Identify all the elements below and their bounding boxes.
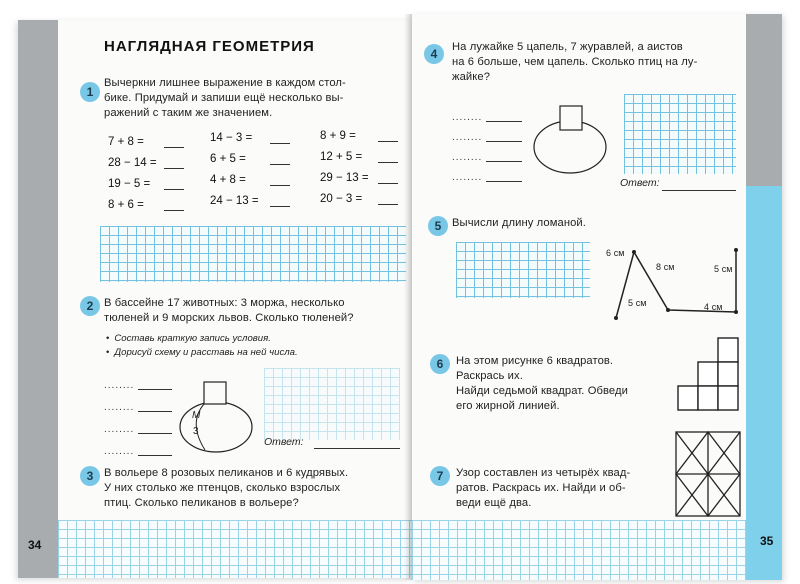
left-page-bottom-grid	[58, 520, 412, 578]
task-4-line-1: На лужайке 5 цапель, 7 журавлей, а аистов	[452, 41, 683, 53]
task-2-answer-label: Ответ:	[264, 436, 304, 448]
scheme-square	[204, 382, 226, 404]
task-2-scheme	[178, 378, 258, 458]
segment-label-5cm-vertical: 5 см	[714, 264, 733, 274]
answer-blank[interactable]	[138, 411, 172, 412]
task-3-badge: 3	[80, 466, 100, 486]
answer-blank[interactable]	[378, 204, 398, 205]
answer-blank[interactable]	[270, 164, 290, 165]
task-1-line-2: бике. Придумай и запиши ещё несколько вы-	[104, 92, 344, 104]
right-page	[412, 14, 782, 580]
vertex	[666, 308, 670, 312]
scheme-label-m: М	[192, 410, 201, 421]
answer-blank[interactable]	[378, 183, 398, 184]
segment-label-4cm: 4 см	[704, 302, 723, 312]
task-2-bullet-2: • Дорисуй схему и расставь на ней числа.	[106, 347, 298, 358]
segment-label-8cm: 8 см	[656, 262, 675, 272]
scheme-oval	[180, 402, 252, 452]
answer-blank[interactable]	[270, 206, 290, 207]
right-page-bottom-grid	[412, 520, 746, 580]
expr-c2-r2: 6 + 5 =	[210, 153, 246, 165]
answer-blank[interactable]	[486, 161, 522, 162]
answer-blank[interactable]	[164, 210, 184, 211]
task-6-line-2: Раскрась их.	[456, 370, 523, 382]
task-7-badge: 7	[430, 466, 450, 486]
task-4-answer-line[interactable]	[662, 190, 736, 191]
answer-blank[interactable]	[486, 121, 522, 122]
dots: ........	[452, 152, 483, 163]
dots: ........	[104, 446, 135, 457]
task-2-bullet-1: • Составь краткую запись условия.	[106, 333, 271, 344]
right-page-number: 35	[760, 534, 774, 548]
task-7-line-1: Узор составлен из четырёх квад-	[456, 467, 631, 479]
expr-c1-r3: 19 − 5 =	[108, 178, 151, 190]
expr-c2-r4: 24 − 13 =	[210, 195, 259, 207]
expr-c1-r1: 7 + 8 =	[108, 136, 144, 148]
dots: ........	[452, 112, 483, 123]
answer-blank[interactable]	[138, 455, 172, 456]
answer-blank[interactable]	[164, 168, 184, 169]
expr-c1-r4: 8 + 6 =	[108, 199, 144, 211]
task-5-badge: 5	[428, 216, 448, 236]
task-5-answer-grid[interactable]	[456, 242, 590, 298]
task-7-line-3: веди ещё два.	[456, 497, 532, 509]
task-6-badge: 6	[430, 354, 450, 374]
task-3-line-2: У них столько же птенцов, сколько взрослых	[104, 482, 341, 494]
task-1-badge: 1	[80, 82, 100, 102]
task-4-answer-grid[interactable]	[624, 94, 736, 174]
answer-blank[interactable]	[270, 143, 290, 144]
square[interactable]	[718, 386, 738, 410]
right-page-blue-margin	[746, 186, 782, 580]
left-page-number: 34	[28, 538, 42, 552]
expr-c2-r1: 14 − 3 =	[210, 132, 253, 144]
task-4-line-2: на 6 больше, чем цапель. Сколько птиц на лу-	[452, 56, 698, 68]
task-6-line-3: Найди седьмой квадрат. Обведи	[456, 385, 628, 397]
scheme-square	[560, 106, 582, 130]
page-title: НАГЛЯДНАЯ ГЕОМЕТРИЯ	[104, 38, 315, 55]
dots: ........	[452, 172, 483, 183]
expr-c3-r1: 8 + 9 =	[320, 130, 356, 142]
vertex	[734, 248, 738, 252]
dots: ........	[104, 424, 135, 435]
square-pattern-figure[interactable]	[674, 430, 742, 518]
answer-blank[interactable]	[378, 162, 398, 163]
segment-label-5cm: 5 см	[628, 298, 647, 308]
answer-blank[interactable]	[270, 185, 290, 186]
dots: ........	[452, 132, 483, 143]
answer-blank[interactable]	[138, 433, 172, 434]
dots: ........	[104, 402, 135, 413]
task-1-line-1: Вычеркни лишнее выражение в каждом стол-	[104, 77, 346, 89]
vertex	[614, 316, 618, 320]
vertex	[632, 250, 636, 254]
expr-c3-r3: 29 − 13 =	[320, 172, 369, 184]
square[interactable]	[698, 362, 718, 386]
expr-c2-r3: 4 + 8 =	[210, 174, 246, 186]
task-2-badge: 2	[80, 296, 100, 316]
scheme-label-3: 3	[193, 426, 199, 437]
task-7-line-2: ратов. Раскрась их. Найди и об-	[456, 482, 626, 494]
answer-blank[interactable]	[164, 189, 184, 190]
answer-blank[interactable]	[164, 147, 184, 148]
expr-c3-r4: 20 − 3 =	[320, 193, 363, 205]
task-4-badge: 4	[424, 44, 444, 64]
square[interactable]	[698, 386, 718, 410]
task-1-answer-grid[interactable]	[100, 226, 406, 282]
square[interactable]	[718, 338, 738, 362]
square[interactable]	[718, 362, 738, 386]
task-1-line-3: ражений с таким же значением.	[104, 107, 273, 119]
right-page-gray-margin	[746, 14, 782, 186]
task-6-line-4: его жирной линией.	[456, 400, 560, 412]
task-2-line-1: В бассейне 17 животных: 3 моржа, несколько	[104, 297, 345, 309]
square[interactable]	[678, 386, 698, 410]
task-6-line-1: На этом рисунке 6 квадратов.	[456, 355, 614, 367]
task-2-faint-grid[interactable]	[264, 368, 400, 440]
task-3-line-1: В вольере 8 розовых пеликанов и 6 кудрявых.	[104, 467, 349, 479]
left-page	[18, 20, 412, 578]
expr-c1-r2: 28 − 14 =	[108, 157, 157, 169]
task-4-scheme	[532, 102, 612, 182]
task-3-line-3: птиц. Сколько пеликанов в вольере?	[104, 497, 299, 509]
task-4-answer-label: Ответ:	[620, 177, 660, 189]
segment-label-6cm: 6 см	[606, 248, 625, 258]
left-page-gray-margin	[18, 20, 58, 578]
answer-blank[interactable]	[138, 389, 172, 390]
answer-blank[interactable]	[486, 141, 522, 142]
answer-blank[interactable]	[486, 181, 522, 182]
answer-blank[interactable]	[378, 141, 398, 142]
dots: ........	[104, 380, 135, 391]
task-4-line-3: жайке?	[452, 71, 491, 83]
staircase-squares-figure[interactable]	[674, 336, 740, 414]
vertex	[734, 310, 738, 314]
expr-c3-r2: 12 + 5 =	[320, 151, 363, 163]
task-5-text: Вычисли длину ломаной.	[452, 217, 586, 229]
task-2-line-2: тюленей и 9 морских львов. Сколько тюленей?	[104, 312, 354, 324]
task-2-answer-line[interactable]	[314, 448, 400, 449]
